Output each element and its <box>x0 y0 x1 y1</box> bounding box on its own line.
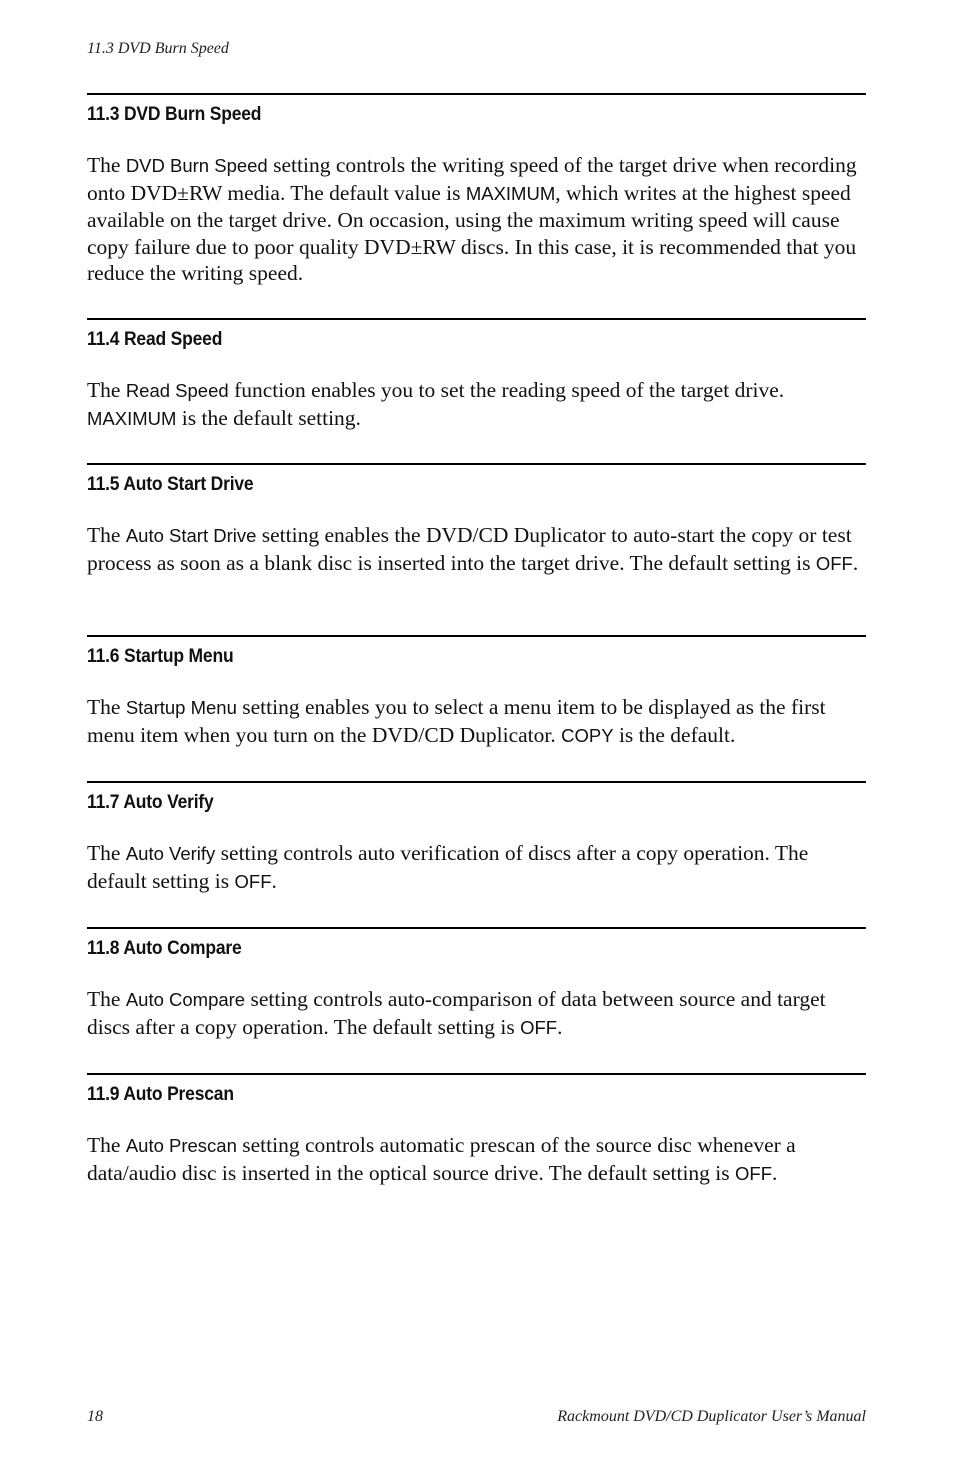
section-body <box>87 1132 866 1187</box>
page-number: 18 <box>87 1408 103 1425</box>
setting-value: OFF <box>234 870 272 892</box>
manual-title: Rackmount DVD/CD Duplicator User’s Manual <box>557 1408 866 1425</box>
text-run: The <box>87 153 126 177</box>
setting-name: Auto Verify <box>125 843 216 864</box>
setting-value: MAXIMUM <box>465 182 556 204</box>
setting-name: Auto Start Drive <box>125 525 257 546</box>
text-run: The <box>87 695 126 719</box>
setting-name: Auto Prescan <box>125 1135 237 1156</box>
text-run: function enables you to set the reading speed of the target drive. <box>228 378 785 402</box>
section-heading: 11.7 Auto Verify <box>87 792 214 813</box>
text-run: setting controls automatic prescan of the source disc whenever a data/audio disc is inserted in the optical source drive. The default setting is <box>87 1133 796 1185</box>
text-run: setting controls auto verification of discs after a copy operation. The default setting is <box>87 841 809 893</box>
section-heading: 11.8 Auto Compare <box>87 938 242 959</box>
section-body <box>87 986 866 1041</box>
section-body <box>87 694 866 749</box>
section-auto-verify <box>87 781 866 895</box>
text-run: . <box>557 1014 563 1039</box>
text-run: setting controls auto-comparison of data between source and target discs after a copy operation. The default setting is <box>87 987 826 1039</box>
setting-value: OFF <box>735 1162 773 1184</box>
text-run: . <box>271 868 277 893</box>
text-run: is the default setting. <box>176 405 361 430</box>
section-auto-start-drive <box>87 463 866 577</box>
text-run: , which writes at the highest speed available on the target drive. On occasion, using the maximum writing speed will cause copy failure due to poor quality DVD±RW discs. In this case, it is recommended that you reduce the writing speed. <box>87 180 857 285</box>
section-body <box>87 840 866 895</box>
setting-value: OFF <box>520 1016 558 1038</box>
section-heading: 11.6 Startup Menu <box>87 646 234 667</box>
setting-name: Startup Menu <box>125 697 237 718</box>
text-run: is the default. <box>613 722 736 747</box>
setting-name: Auto Compare <box>125 989 246 1010</box>
section-auto-prescan <box>87 1073 866 1187</box>
section-body <box>87 377 866 432</box>
text-run: . <box>772 1160 778 1185</box>
section-heading: 11.3 DVD Burn Speed <box>87 104 262 125</box>
text-run: The <box>87 378 126 402</box>
text-run: setting controls the writing speed of the target drive when recording onto DVD±RW media. The default value is <box>87 153 857 205</box>
section-body <box>87 152 866 287</box>
text-run: setting enables the DVD/CD Duplicator to auto-start the copy or test process as soon as a blank disc is inserted into the target drive. The default setting is <box>87 523 852 575</box>
setting-value: OFF <box>815 552 853 574</box>
text-run: The <box>87 841 126 865</box>
text-run: setting enables you to select a menu item to be displayed as the first menu item when you turn on the DVD/CD Duplicator. <box>87 695 826 747</box>
section-auto-compare <box>87 927 866 1041</box>
section-heading: 11.5 Auto Start Drive <box>87 474 254 495</box>
text-run: The <box>87 523 126 547</box>
setting-name: Read Speed <box>125 380 229 401</box>
setting-name: DVD Burn Speed <box>125 155 268 176</box>
section-body <box>87 522 866 577</box>
text-run: The <box>87 1133 126 1157</box>
section-read-speed <box>87 318 866 432</box>
section-heading: 11.9 Auto Prescan <box>87 1084 234 1105</box>
setting-value: COPY <box>561 724 614 746</box>
running-header: 11.3 DVD Burn Speed <box>87 40 229 57</box>
section-heading: 11.4 Read Speed <box>87 329 223 350</box>
section-startup-menu <box>87 635 866 749</box>
text-run: . <box>852 550 859 575</box>
text-run: The <box>87 987 126 1011</box>
setting-value: MAXIMUM <box>87 407 177 429</box>
section-dvd-burn-speed <box>87 93 866 287</box>
